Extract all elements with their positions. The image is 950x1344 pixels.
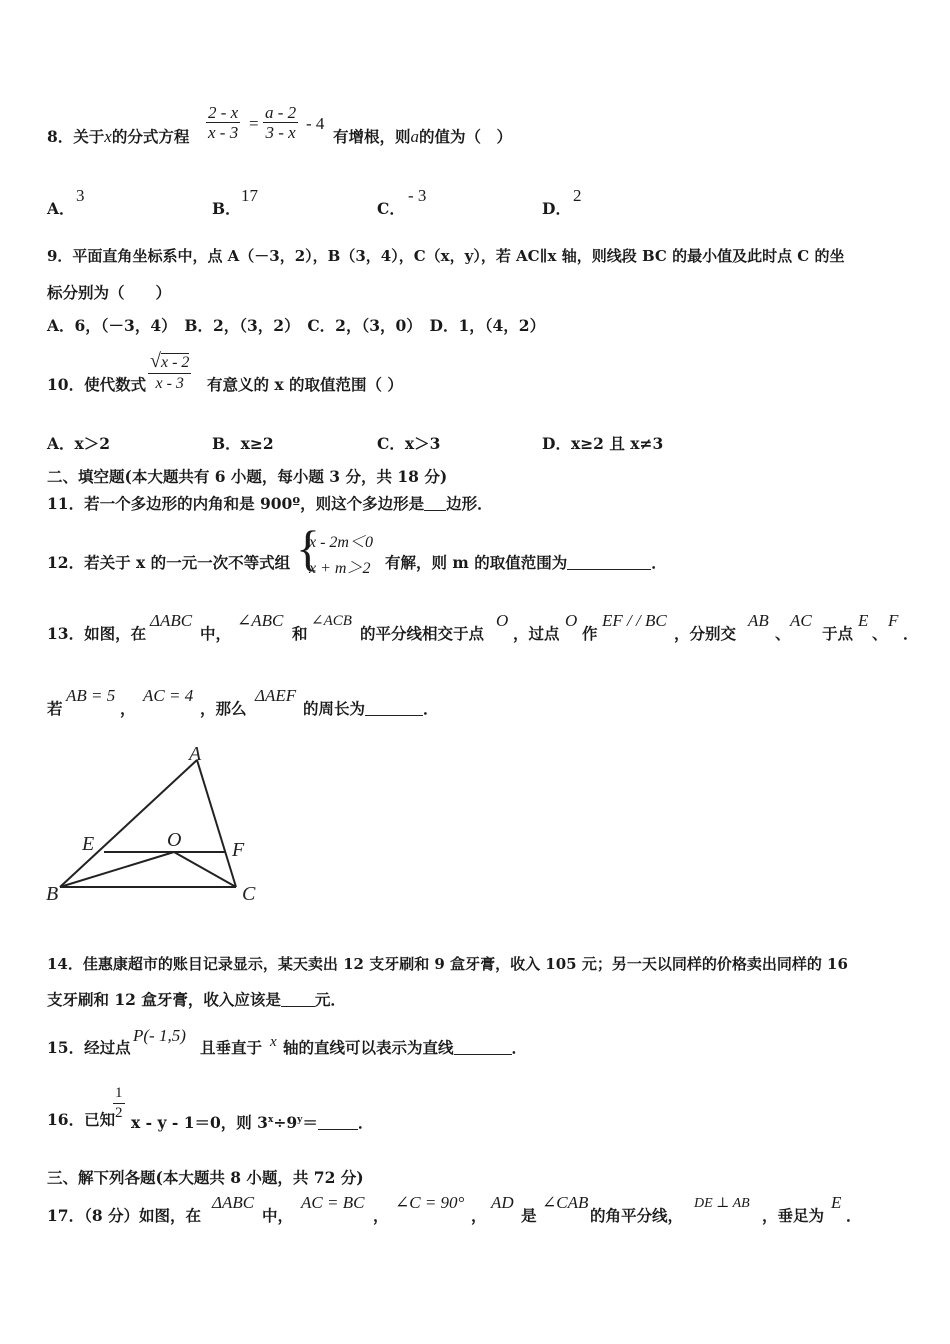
- q8-var-a: a: [410, 127, 420, 146]
- q13-angle-abc: ∠ABC: [237, 611, 284, 630]
- q14-answer-blank[interactable]: [281, 992, 315, 1007]
- q13-perimeter-line: [303, 699, 439, 719]
- q11-text: 11．若一个多边形的内角和是 900º，则这个多边形是: [47, 494, 425, 513]
- figure-label-o: O: [167, 829, 182, 851]
- q13-triangle-abc: ΔABC: [150, 611, 193, 630]
- q13-text-at-points: 于点: [822, 624, 854, 643]
- q13-point-e: E: [858, 611, 869, 630]
- section-3-heading: 三、解下列各题(本大题共 8 小题，共 72 分): [47, 1168, 364, 1187]
- q16-end: ．: [357, 1113, 374, 1133]
- q13-end: ．: [423, 699, 439, 718]
- q13-comma: ，: [120, 699, 136, 718]
- q8-option-c-value: - 3: [408, 186, 427, 205]
- q13-text-intersect: ，分别交: [674, 624, 737, 643]
- q8-option-c-label: C．: [377, 199, 405, 218]
- q8-option-d-label: D．: [542, 199, 571, 218]
- q17-triangle-abc: ΔABC: [212, 1193, 255, 1212]
- q13-text-and: 和: [292, 624, 308, 643]
- q17-segment-ad: AD: [491, 1193, 514, 1212]
- q10-option-b-label: B．: [212, 434, 241, 453]
- q17-text-bisector: 的角平分线，: [590, 1206, 684, 1225]
- q13-separator-1: 、: [775, 624, 791, 643]
- q8-prefix: 8．关于: [47, 127, 105, 146]
- q8-var-x: x: [104, 127, 112, 146]
- q8-equals: =: [249, 114, 259, 133]
- q15-var-x: x: [270, 1034, 277, 1050]
- q15-point-p: P(- 1,5): [133, 1026, 186, 1045]
- q8-option-a-value: 3: [76, 186, 85, 205]
- q13-point-o: O: [496, 611, 509, 630]
- q8-option-a-label: A．: [47, 199, 75, 218]
- q9-options: A．6，（－3，4） B．2，（3，2） C．2，（3，0） D．1，（4，2）: [47, 316, 546, 335]
- q15-prefix: 15．经过点: [47, 1038, 131, 1057]
- sqrt-icon: √: [150, 350, 161, 372]
- q16-equals: ＝: [302, 1113, 318, 1133]
- figure-label-b: B: [46, 883, 59, 905]
- q10-option-b: [212, 434, 274, 454]
- q13-point-f: F: [888, 611, 899, 630]
- figure-label-f: F: [232, 839, 245, 861]
- q11-suffix: 边形．: [446, 494, 493, 513]
- q10-option-d-label: D．: [542, 434, 571, 453]
- q14-end: 元．: [314, 990, 346, 1009]
- q15-answer-blank[interactable]: [454, 1040, 512, 1055]
- q8-rhs-tail: - 4: [306, 114, 325, 133]
- q16-exponent-x: x: [267, 1115, 274, 1125]
- q8-stem: [47, 127, 189, 147]
- q13-period: ．: [903, 624, 919, 643]
- q10-option-c-value: x＞3: [404, 434, 441, 453]
- q13-point-o-2: O: [565, 611, 578, 630]
- q13-text-zhong: 中，: [200, 624, 232, 643]
- figure-label-c: C: [242, 883, 256, 905]
- q15-end: ．: [511, 1038, 528, 1057]
- q10-option-c: [377, 434, 440, 454]
- q12-end: ．: [651, 553, 667, 572]
- q13-text-through: ，过点: [513, 624, 560, 643]
- q13-segment-ab: AB: [748, 611, 769, 630]
- q8-lhs-denominator: x - 3: [208, 123, 239, 142]
- q10-fraction: [148, 351, 191, 394]
- q17-intro: 17．（8 分）如图，在: [47, 1206, 202, 1225]
- q8-option-b-label: B．: [212, 199, 241, 218]
- q16-prefix: 16．已知: [47, 1110, 116, 1129]
- q17-point-e: E: [831, 1193, 842, 1212]
- q12-answer-blank[interactable]: [567, 555, 651, 570]
- q10-option-a-label: A．: [47, 434, 75, 453]
- q13-text-intro: 13．如图，在: [47, 624, 147, 643]
- q16-numerator: 1: [113, 1084, 125, 1104]
- q8-suffix-2: 的值为（ ）: [419, 127, 513, 146]
- q16-exponent-y: y: [297, 1115, 303, 1125]
- q12-inequality-1: x - 2m＜0: [309, 534, 373, 551]
- q17-text-is: 是: [521, 1206, 537, 1225]
- q10-option-b-value: x≥2: [240, 434, 274, 453]
- q16-expr: x - y - 1＝0，则 3: [131, 1113, 268, 1133]
- q12-inequality-2: x + m＞2: [309, 560, 371, 577]
- q10-option-d-value: x≥2 且 x≠3: [570, 434, 664, 453]
- q8-mid-text: 的分式方程: [111, 127, 190, 146]
- q12-prefix: 12．若关于 x 的一元一次不等式组: [47, 553, 291, 572]
- segment-ab-line: [60, 760, 197, 887]
- q17-ac-equals-bc: AC = BC: [301, 1193, 365, 1212]
- q10-numerator: [148, 351, 191, 374]
- q13-text-if: 若: [47, 699, 63, 718]
- q9-stem-line1: 9．平面直角坐标系中，点 A（－3，2），B（3，4），C（x，y），若 AC∥x 轴，则线段 BC 的最小值及此时点 C 的坐: [47, 247, 845, 265]
- q11-answer-blank[interactable]: [424, 496, 446, 511]
- q8-rhs-fraction: [263, 103, 298, 142]
- segment-bo-line: [60, 852, 174, 887]
- q17-angle-cab: ∠CAB: [542, 1193, 589, 1212]
- q13-segment-ac: AC: [790, 611, 812, 630]
- q16-denominator: 2: [115, 1105, 123, 1121]
- figure-label-a: A: [189, 743, 202, 765]
- q16-expression: [131, 1110, 373, 1133]
- q10-option-a-value: x＞2: [74, 434, 111, 453]
- left-brace-icon: {: [296, 520, 320, 576]
- q17-angle-c-90: ∠C = 90°: [395, 1193, 465, 1212]
- q13-separator-2: 、: [872, 624, 888, 643]
- q17-text-zhong: 中，: [262, 1206, 294, 1225]
- q13-angle-acb: ∠ACB: [311, 613, 352, 629]
- q16-answer-blank[interactable]: [318, 1115, 358, 1130]
- q17-comma-2: ，: [471, 1206, 487, 1225]
- q13-text-perimeter: 的周长为: [303, 699, 366, 718]
- q13-text-bisectors: 的平分线相交于点: [360, 624, 485, 643]
- q15-mid: 且垂直于: [200, 1038, 263, 1057]
- q14-line2-text: 支牙刷和 12 盒牙膏，收入应该是: [47, 990, 281, 1009]
- triangle-figure: [40, 740, 270, 910]
- q11-stem: [47, 494, 493, 514]
- q10-denominator: x - 3: [155, 375, 184, 392]
- q8-rhs-denominator: 3 - x: [265, 123, 296, 142]
- q16-divide: ÷9: [273, 1113, 298, 1133]
- q8-lhs-numerator: 2 - x: [208, 103, 239, 122]
- q13-triangle-aef: ΔAEF: [255, 686, 297, 705]
- q14-stem-line1: 14．佳惠康超市的账目记录显示，某天卖出 12 支牙刷和 9 盒牙膏，收入 105 元；另一天以同样的价格卖出同样的 16: [47, 955, 848, 973]
- q13-text-make: 作: [582, 624, 598, 643]
- q13-text-then: ，那么: [200, 699, 247, 718]
- q10-suffix: 有意义的 x 的取值范围（ ）: [207, 375, 403, 394]
- q8-suffix-1: 有增根，则: [333, 127, 411, 146]
- q13-ac-equals-4: AC = 4: [143, 686, 194, 705]
- q12-suffix: 有解，则 m 的取值范围为: [385, 553, 568, 572]
- q8-lhs-fraction: [206, 103, 240, 142]
- q17-de-perp-ab: DE ⊥ AB: [694, 1196, 750, 1211]
- q10-option-d: [542, 434, 663, 454]
- q8-rhs-numerator: a - 2: [265, 103, 297, 122]
- q10-prefix: 10．使代数式: [47, 375, 147, 394]
- q12-suffix-line: [385, 553, 667, 573]
- q17-period: ．: [846, 1206, 862, 1225]
- q8-option-d-value: 2: [573, 186, 582, 205]
- q9-stem-line2: 标分别为（ ）: [47, 283, 172, 302]
- q15-suffix: 轴的直线可以表示为直线: [283, 1038, 454, 1057]
- q13-ab-equals-5: AB = 5: [66, 686, 116, 705]
- section-2-heading: 二、填空题(本大题共有 6 小题，每小题 3 分，共 18 分): [47, 467, 448, 486]
- q16-fraction: [113, 1084, 125, 1123]
- q13-ef-parallel-bc: EF / / BC: [602, 611, 667, 630]
- q17-text-foot: ，垂足为: [762, 1206, 825, 1225]
- q8-suffix: [333, 127, 512, 147]
- q15-suffix-line: [283, 1038, 527, 1058]
- q10-option-a: [47, 434, 110, 454]
- q14-stem-line2: [47, 990, 346, 1010]
- q10-option-c-label: C．: [377, 434, 405, 453]
- q12-system: [296, 520, 376, 577]
- q17-comma-1: ，: [373, 1206, 389, 1225]
- q13-answer-blank[interactable]: [365, 701, 423, 716]
- figure-label-e: E: [82, 833, 95, 855]
- q8-option-b-value: 17: [241, 186, 258, 205]
- q10-radicand: x - 2: [160, 354, 190, 371]
